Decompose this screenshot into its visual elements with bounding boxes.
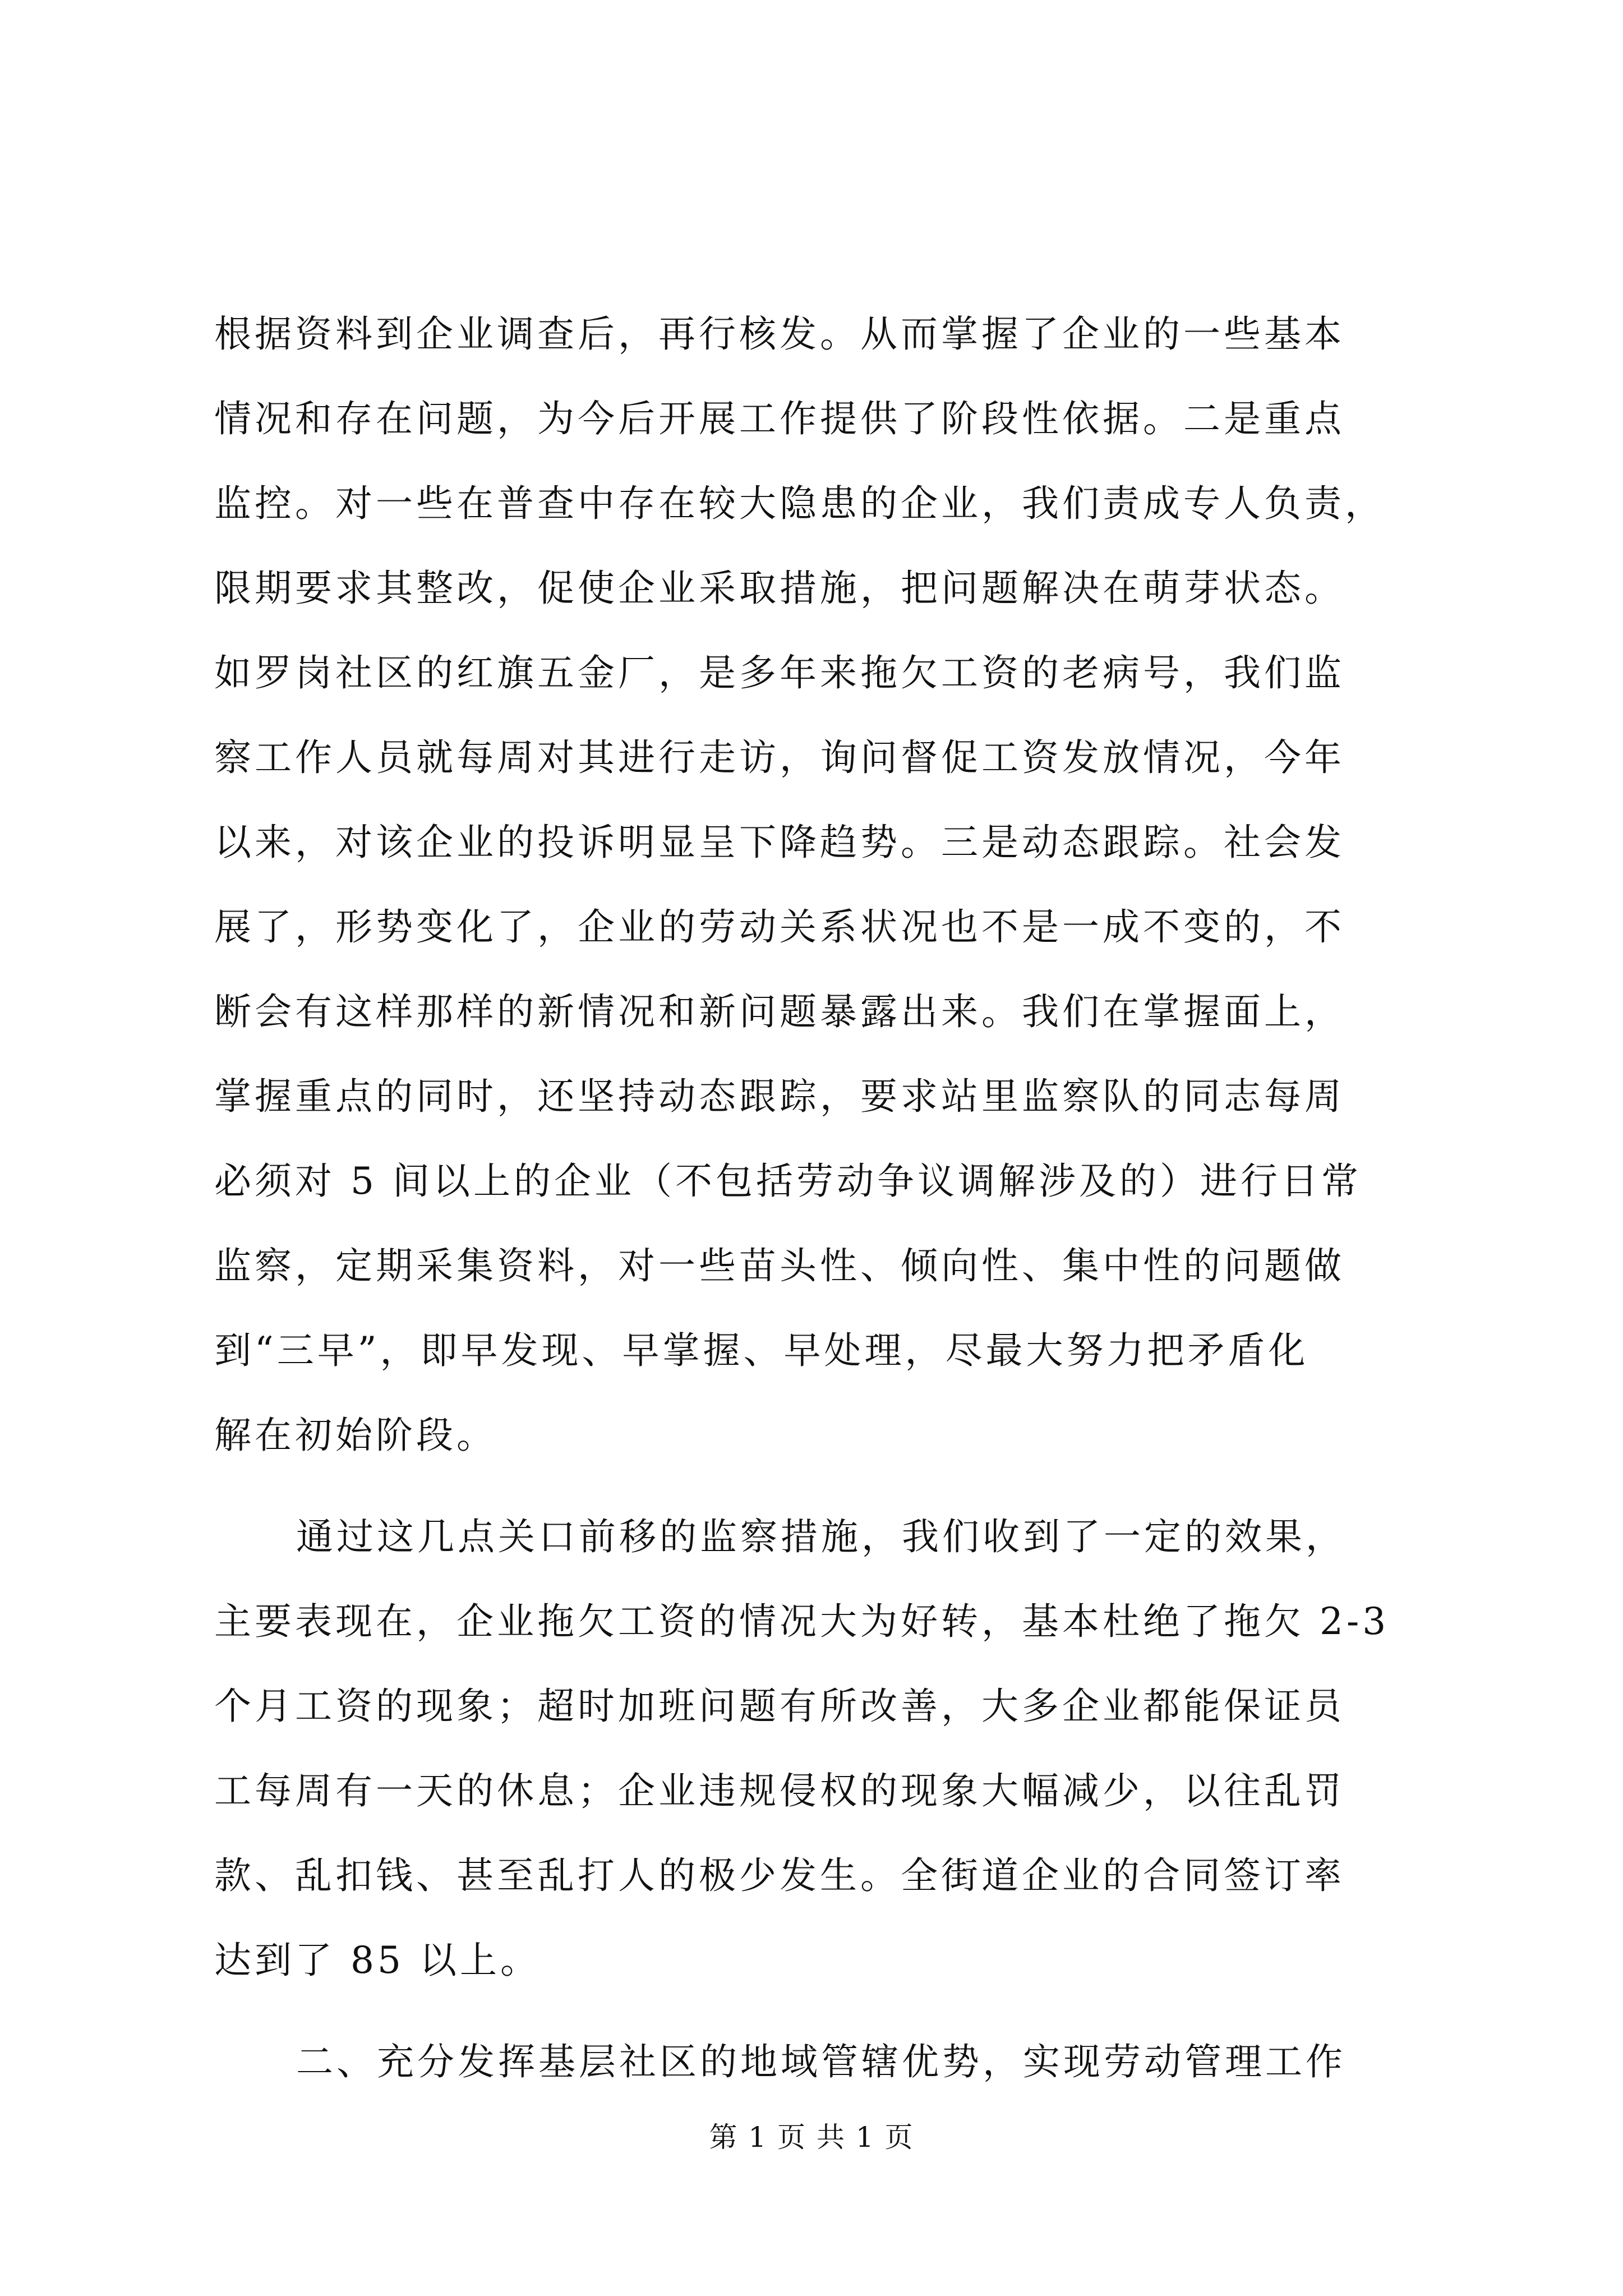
text-line: 款、乱扣钱、甚至乱打人的极少发生。全街道企业的合同签订率: [214, 1854, 1345, 1897]
text-line: 监察，定期采集资料，对一些苗头性、倾向性、集中性的问题做: [214, 1244, 1345, 1287]
paragraph-gap: [214, 2003, 1426, 2019]
text-line: 必须对 5 间以上的企业（不包括劳动争议调解涉及的）进行日常: [214, 1159, 1362, 1203]
text-line: 限期要求其整改，促使企业采取措施，把问题解决在萌芽状态。: [214, 567, 1345, 610]
text-line: 掌握重点的同时，还坚持动态跟踪，要求站里监察队的同志每周: [214, 1075, 1345, 1118]
text-line: 根据资料到企业调查后，再行核发。从而掌握了企业的一些基本: [214, 312, 1345, 356]
document-body: [214, 292, 1426, 2104]
text-line: 展了，形势变化了，企业的劳动关系状况也不是一成不变的，不: [214, 905, 1345, 949]
page-footer: 第 1 页 共 1 页: [709, 2121, 914, 2154]
text-line: 解在初始阶段。: [214, 1414, 497, 1457]
text-line: 以来，对该企业的投诉明显呈下降趋势。三是动态跟踪。社会发: [214, 821, 1345, 864]
text-line: 主要表现在，企业拖欠工资的情况大为好转，基本杜绝了拖欠 2-3: [214, 1600, 1390, 1643]
text-line: 到“三早”，即早发现、早掌握、早处理，尽最大努力把矛盾化: [214, 1329, 1309, 1372]
text-line: 如罗岗社区的红旗五金厂，是多年来拖欠工资的老病号，我们监: [214, 651, 1345, 694]
paragraph-first-line: 通过这几点关口前移的监察措施，我们收到了一定的效果，: [296, 1515, 1346, 1558]
paragraph-gap: [214, 1478, 1426, 1494]
text-line: 达到了 85 以上。: [214, 1939, 541, 1982]
text-line: 察工作人员就每周对其进行走访，询问督促工资发放情况，今年: [214, 736, 1345, 779]
text-line: 情况和存在问题，为今后开展工作提供了阶段性依据。二是重点: [214, 397, 1345, 440]
text-line: 断会有这样那样的新情况和新问题暴露出来。我们在掌握面上，: [214, 990, 1345, 1033]
text-line: 监控。对一些在普查中存在较大隐患的企业，我们责成专人负责，: [214, 482, 1385, 525]
text-line: 工每周有一天的休息；企业违规侵权的现象大幅减少，以往乱罚: [214, 1769, 1345, 1812]
text-line: 个月工资的现象；超时加班问题有所改善，大多企业都能保证员: [214, 1685, 1345, 1728]
section-heading-line: 二、充分发挥基层社区的地域管辖优势，实现劳动管理工作: [296, 2040, 1346, 2083]
